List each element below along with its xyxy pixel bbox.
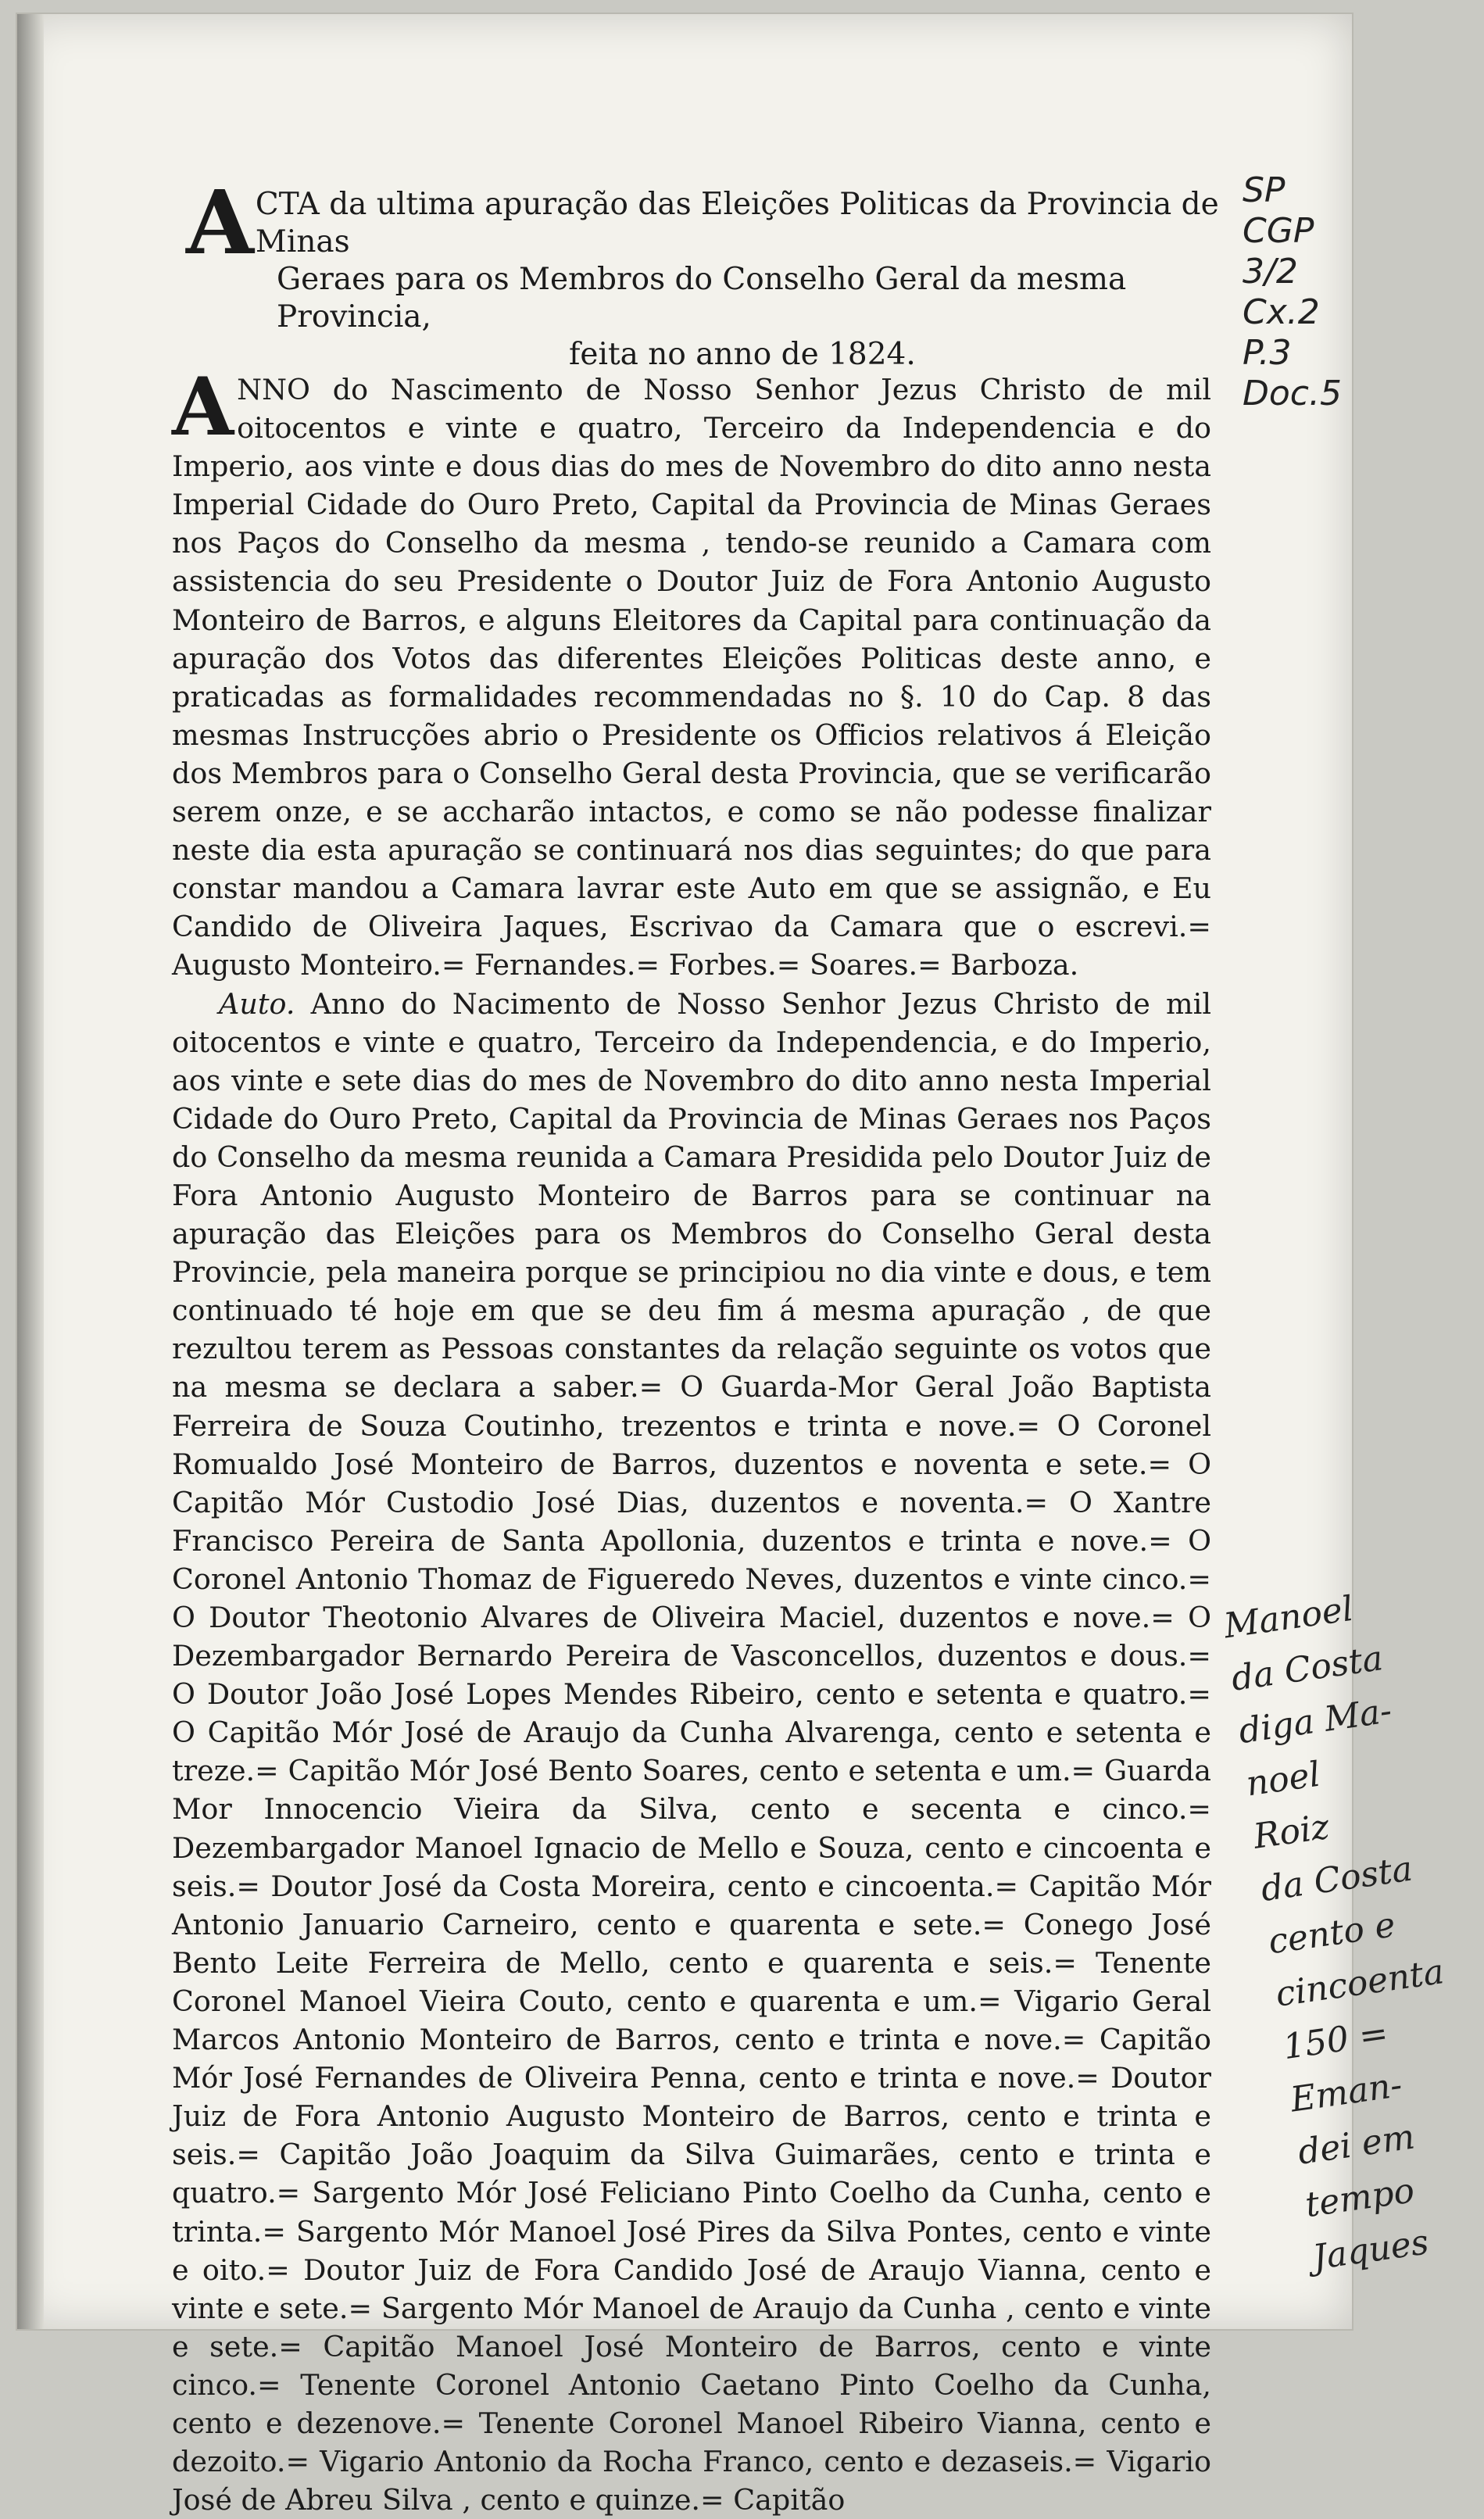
title-line-3: feita no anno de 1824.: [186, 336, 1225, 374]
paragraph-1: [172, 370, 1211, 985]
title-line-1: CTA da ultima apuração das Eleições Politicas da Provincia de Minas: [186, 186, 1225, 261]
scan-edge-shadow: [17, 14, 44, 2329]
margin-note-line: dei em: [1295, 2106, 1457, 2180]
title-dropcap: A: [186, 188, 254, 259]
archive-annotation: [1243, 170, 1352, 414]
margin-note-line: tempo: [1302, 2158, 1464, 2232]
margin-note-line: noel Roiz: [1243, 1737, 1412, 1864]
paragraph-dropcap: A: [172, 374, 234, 441]
margin-note-line: 150 = Eman-: [1280, 2000, 1450, 2127]
paragraph-1-text: NNO do Nascimento de Nosso Senhor Jezus Christo de mil oitocentos e vinte e quatro, Terceiro da Independencia e do Imperio, aos vinte e dous dias do mes de Novembro do dito anno nesta Imperial Cidade do Ouro Preto, Capital da Provincia de Minas Geraes nos Paços do Conselho da mesma , tendo-se reunido a Camara com assistencia do seu Presidente o Doutor Juiz de Fora Antonio Augusto Monteiro de Barros, e alguns Eleitores da Capital para continuação da apuração dos Votos das diferentes Eleições Politicas deste anno, e praticadas as formalidades recommendadas no §. 10 do Cap. 8 das mesmas Instrucções abrio o Presidente os Officios relativos á Eleição dos Membros para o Conselho Geral desta Provincia, que se verificarão serem onze, e se accharão intactos, e como se não podesse finalizar neste dia esta apuração se continuará nos dias seguintes; do que para constar mandou a Camara lavrar este Auto em que se assignão, e Eu Candido de Oliveira Jaques, Escrivao da Camara que o escrevi.= Augusto Monteiro.= Fernandes.= Forbes.= Soares.= Barboza.: [172, 373, 1211, 982]
archive-line: P.3: [1243, 333, 1352, 374]
margin-note-line: diga Ma-: [1235, 1684, 1398, 1759]
margin-note-line: cento e: [1265, 1895, 1428, 1969]
document-body: [172, 370, 1211, 2519]
document-page: [17, 14, 1352, 2329]
margin-note-line: cincoenta: [1272, 1948, 1435, 2022]
archive-line: SP: [1243, 170, 1352, 211]
archive-line: Doc.5: [1243, 374, 1352, 414]
title-line-2: Geraes para os Membros do Conselho Geral da mesma Provincia,: [186, 261, 1225, 336]
margin-note-line: Manoel: [1221, 1579, 1383, 1653]
margin-note-line: da Costa: [1257, 1842, 1420, 1916]
paragraph-2: [172, 985, 1211, 2519]
margin-note-line: Jaques: [1310, 2210, 1472, 2285]
document-title: [186, 186, 1225, 374]
paragraph-2-lead: Auto.: [219, 987, 295, 1021]
margin-note-line: da Costa: [1228, 1632, 1390, 1706]
handwritten-margin-note: [1221, 1579, 1471, 2285]
paragraph-2-text: Anno do Nacimento de Nosso Senhor Jezus Christo de mil oitocentos e vinte e quatro, Terceiro da Independencia, e do Imperio, aos vinte e sete dias do mes de Novembro do dito anno nesta Imperial Cidade do Ouro Preto, Capital da Provincia de Minas Geraes nos Paços do Conselho da mesma reunida a Camara Presidida pelo Doutor Juiz de Fora Antonio Augusto Monteiro de Barros para se continuar na apuração das Eleições para os Membros do Conselho Geral desta Provincie, pela maneira porque se principiou no dia vinte e dous, e tem continuado té hoje em que se deu fim á mesma apuração , de que rezultou terem as Pessoas constantes da relação seguinte os votos que na mesma se declara a saber.= O Guarda-Mor Geral João Baptista Ferreira de Souza Coutinho, trezentos e trinta e nove.= O Coronel Romualdo José Monteiro de Barros, duzentos e noventa e sete.= O Capitão Mór Custodio José Dias, duzentos e noventa.= O Xantre Francisco Pereira de Santa Apollonia, duzentos e trinta e nove.= O Coronel Antonio Thomaz de Figueredo Neves, duzentos e vinte cinco.= O Doutor Theotonio Alvares de Oliveira Maciel, duzentos e nove.= O Dezembargador Bernardo Pereira de Vasconcellos, duzentos e dous.= O Doutor João José Lopes Mendes Ribeiro, cento e setenta e quatro.= O Capitão Mór José de Araujo da Cunha Alvarenga, cento e setenta e treze.= Capitão Mór José Bento Soares, cento e setenta e um.= Guarda Mor Innocencio Vieira da Silva, cento e secenta e cinco.= Dezembargador Manoel Ignacio de Mello e Souza, cento e cincoenta e seis.= Doutor José da Costa Moreira, cento e cincoenta.= Capitão Mór Antonio Januario Carneiro, cento e quarenta e sete.= Conego José Bento Leite Ferreira de Mello, cento e quarenta e seis.= Tenente Coronel Manoel Vieira Couto, cento e quarenta e um.= Vigario Geral Marcos Antonio Monteiro de Barros, cento e trinta e nove.= Capitão Mór José Fernandes de Oliveira Penna, cento e trinta e nove.= Doutor Juiz de Fora Antonio Augusto Monteiro de Barros, cento e trinta e seis.= Capitão João Joaquim da Silva Guimarães, cento e trinta e quatro.= Sargento Mór José Feliciano Pinto Coelho da Cunha, cento e trinta.= Sargento Mór Manoel José Pires da Silva Pontes, cento e vinte e oito.= Doutor Juiz de Fora Candido José de Araujo Vianna, cento e vinte e sete.= Sargento Mór Manoel de Araujo da Cunha , cento e vinte e sete.= Capitão Manoel José Monteiro de Barros, cento e vinte cinco.= Tenente Coronel Antonio Caetano Pinto Coelho da Cunha, cento e dezenove.= Tenente Coronel Manoel Ribeiro Vianna, cento e dezoito.= Vigario Antonio da Rocha Franco, cento e dezaseis.= Vigario José de Abreu Silva , cento e quinze.= Capitão: [172, 987, 1211, 2517]
archive-line: CGP 3/2: [1243, 211, 1352, 292]
archive-line: Cx.2: [1243, 292, 1352, 333]
